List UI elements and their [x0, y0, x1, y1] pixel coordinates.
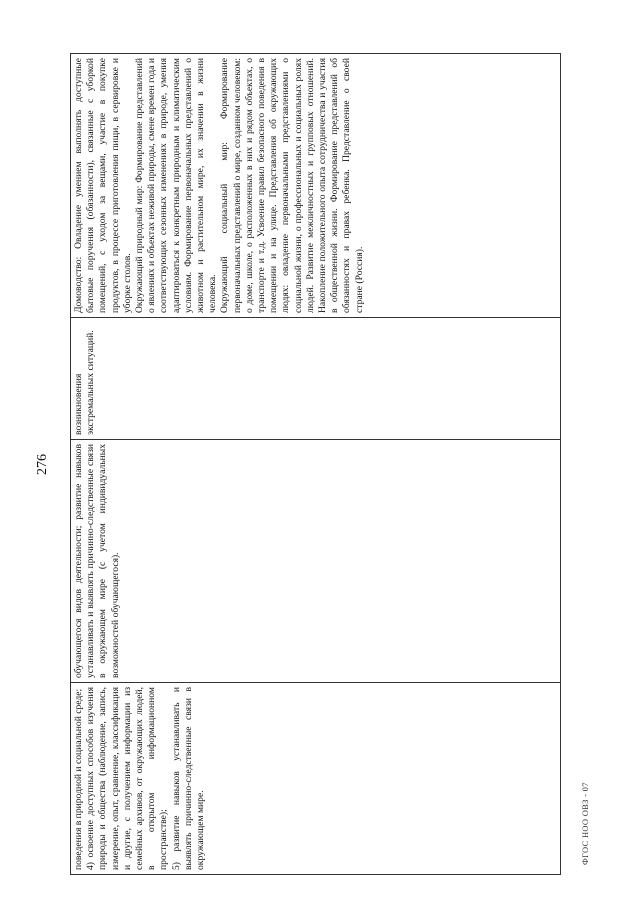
cell-text: возникновения экстремальных ситуаций.	[73, 330, 97, 435]
page-number: 276	[35, 454, 50, 475]
table-cell-col1	[71, 682, 560, 874]
table-cell-col3	[71, 317, 560, 439]
cell-text: Домоводство: Овладение умением выполнять доступные бытовые поручения (обязанности), связанные с уборкой помещений, с уходом за вещами, участие в покупке продуктов, в процессе приготовления пищи, в сервировке и уборке столов. Окружающий природный мир: Формирование представлений о явлениях и объектах неживой природы, смене времен года и соответствующих сезонных изменениях в природе, умения адаптироваться к конкретным природным и климатическим условиям. Формирование первоначальных представлений о животном и растительном мире, их значении в жизни человека. Окружающий социальный мир: Формирование первоначальных представлений о мире, созданном человеком: о доме, школе, о расположенных в них и рядом объектах, о транспорте и т.д. Усвоение правил безопасного поведения в помещении и на улице. Представления об окружающих людях: овладение первоначальными представлениями о социальной жизни, о профессиональных и социальных ролях людей. Развитие межличностных и групповых отношений. Накопление положительного опыта сотрудничества и участия в общественной жизни. Формирование представлений об обязанностях и правах ребенка. Представление о своей стране (Россия).	[73, 58, 365, 313]
document-footer: ФГОС НОО ОВЗ - 07	[580, 782, 590, 865]
content-table	[70, 53, 561, 875]
table-cell-col2	[71, 439, 560, 682]
rotated-page	[0, 30, 610, 905]
table-cell-col4	[71, 54, 560, 317]
cell-text: поведения в природной и социальной среде; 4) освоение доступных способов изучения природы и общества (наблюдение, запись, измерение, опыт, сравнение, классификация и другие, с получением информации из семейных архивов, от окружающих людей, в открытом информационном пространстве); 5) развитие навыков устанавливать и выявлять причинно-следственные связи в окружающем мире.	[73, 687, 207, 870]
cell-text: обучающегося видов деятельности; развитие навыков устанавливать и выявлять причинно-следственные связи в окружающем мире (с учетом индивидуальных возможностей обучающегося).	[73, 444, 121, 678]
